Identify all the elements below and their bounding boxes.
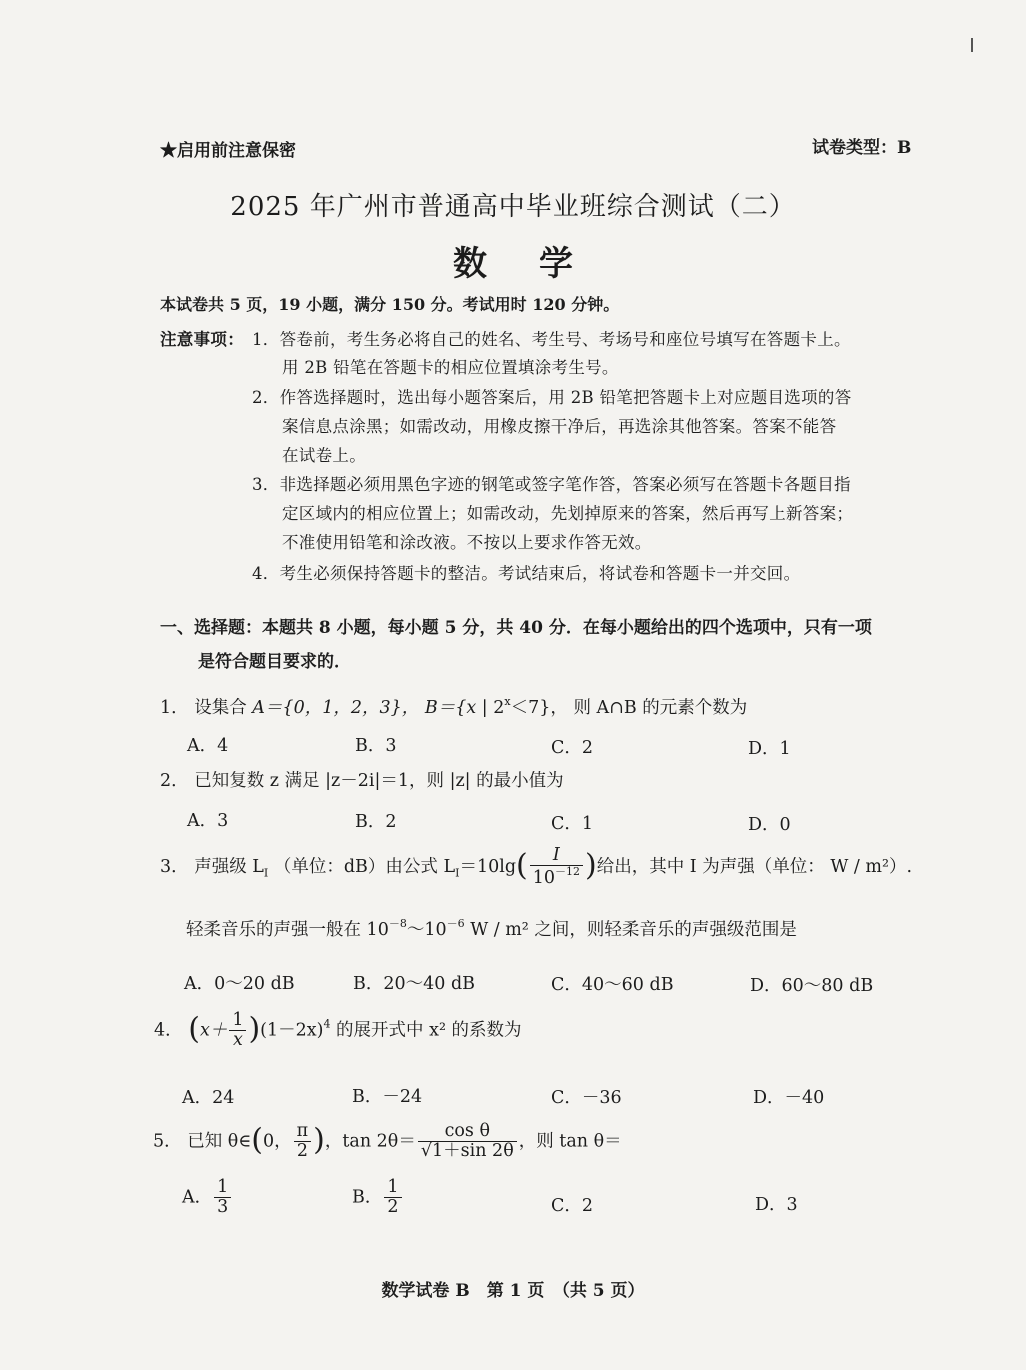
exam-intro: 本试卷共 5 页，19 小题，满分 150 分。考试用时 120 分钟。 [160,295,620,314]
question-3-line-2 [186,915,797,941]
q1-number: 1． [160,698,189,718]
q4-text: 的展开式中 x² 的系数为 [330,1020,522,1041]
note-3-line-3: 不准使用铅笔和涂改液。不按以上要求作答无效。 [282,533,652,552]
q3-line2-b: ～10 [406,920,447,940]
q4-frac-den: x [232,1030,243,1051]
q5-option-d: D．3 [755,1195,798,1215]
q4-number: 4． [154,1020,183,1041]
q1-option-d: D．1 [748,739,791,759]
q3-number: 3． [160,856,189,877]
q3-option-d: D．60～80 dB [750,976,874,996]
q5-option-a-den: 3 [217,1197,229,1218]
q5-text-c: ，则 tan θ＝ [518,1131,622,1152]
q5-paren-close: ) [313,1122,325,1158]
q5-text-a: 已知 θ∈ [187,1131,252,1152]
note-3-line-1: 3．非选择题必须用黑色字迹的钢笔或签字笔作答，答案必须写在答题卡各题目指 [252,475,851,494]
q2-option-b: B．2 [355,812,397,832]
q1-set-b-exp: x [504,695,511,708]
q1-text-a: 设集合 [194,698,247,718]
q1-option-c: C．2 [551,738,594,758]
note-4-line-1: 4．考生必须保持答题卡的整洁。考试结束后，将试卷和答题卡一并交回。 [252,564,801,583]
note-3-line-2: 定区域内的相应位置上；如需改动，先划掉原来的答案，然后再写上新答案； [282,504,854,523]
q3-paren-open: ( [516,847,528,883]
q3-sub-i: I [263,866,269,880]
q3-frac-den-base: 10 [532,868,556,889]
q2-text: 已知复数 z 满足 |z－2i|＝1，则 |z| 的最小值为 [194,771,564,791]
q5-paren-open: ( [251,1122,263,1158]
q3-frac-den-exp: －12 [555,865,581,879]
q4-expr-a: x＋ [199,1020,228,1041]
q3-text-a: 声强级 L [194,856,264,877]
subject-title: 数学 [453,244,625,284]
q1-set-b-pre: B＝{x [424,698,477,718]
q5-frac-num: cos θ [418,1122,517,1142]
paper-type-label: 试卷类型：B [812,138,912,158]
q5-pi-den: 2 [296,1141,308,1162]
q5-text-b: ，tan 2θ＝ [324,1131,416,1152]
question-2 [160,767,564,792]
q5-number: 5． [153,1131,182,1152]
q5-pi-fraction [294,1122,312,1162]
q4-option-a: A．24 [182,1088,235,1108]
q1-bar: | [476,698,494,718]
q3-option-a: A．0～20 dB [184,974,295,994]
q3-fraction [530,846,583,889]
q3-sub-i-2: I [455,866,460,880]
question-5 [153,1122,622,1162]
question-1 [160,694,747,719]
q4-option-b: B．－24 [352,1087,423,1107]
q5-pi-num: π [294,1122,312,1142]
q4-frac-num: 1 [229,1011,246,1031]
q1-set-b-post: ＜7}， [510,698,568,718]
q5-option-a-label: A． [182,1187,213,1208]
q5-fraction [418,1122,517,1162]
q5-frac-den: √1＋sin 2θ [420,1141,514,1162]
q5-option-b-frac [384,1178,401,1218]
exam-title: 2025 年广州市普通高中毕业班综合测试（二） [230,192,796,222]
q2-option-a: A．3 [187,811,229,831]
scan-mark [971,38,973,52]
q3-line2-exp1: －8 [388,917,407,930]
q5-option-a-num: 1 [214,1178,231,1198]
question-3-line-1 [160,846,912,889]
page-footer: 数学试卷 B 第 1 页 （共 5 页） [381,1281,645,1301]
q5-option-b-num: 1 [384,1178,401,1198]
q3-frac-den [530,866,583,888]
q2-number: 2． [160,771,189,791]
q5-option-b-label: B． [352,1187,383,1208]
q5-option-b [352,1178,404,1218]
q1-set-b-base: 2 [493,698,505,718]
q4-option-c: C．－36 [551,1088,622,1108]
q3-text-c: ＝10lg [459,856,517,877]
q3-line2-c: W / m² 之间，则轻柔音乐的声强级范围是 [464,920,797,940]
confidential-label: ★启用前注意保密 [160,141,296,161]
q3-text-b: （单位：dB）由公式 L [273,856,456,877]
section-1-line-2: 是符合题目要求的． [198,652,351,672]
q5-option-b-den: 2 [387,1197,399,1218]
q4-paren-open: ( [188,1011,200,1047]
q3-paren-close: ) [585,847,597,883]
q5-option-a-frac [214,1178,231,1218]
section-1-line-1: 一、选择题：本题共 8 小题，每小题 5 分，共 40 分．在每小题给出的四个选项中，只有一项 [160,618,872,638]
question-4 [154,1011,522,1051]
q1-text-b: 则 A∩B 的元素个数为 [573,698,748,718]
q2-option-c: C．1 [551,814,594,834]
q4-paren-close: ) [248,1011,261,1047]
q1-set-a: A＝{0，1，2，3}， [252,698,420,718]
note-1-line-1: 1．答卷前，考生务必将自己的姓名、考生号、考场号和座位号填写在答题卡上。 [252,330,851,349]
q1-option-a: A．4 [187,736,229,756]
q4-exp: 4 [323,1017,331,1031]
q4-option-d: D．－40 [753,1088,825,1108]
note-2-line-3: 在试卷上。 [282,446,366,465]
note-1-line-2: 用 2B 铅笔在答题卡的相应位置填涂考生号。 [282,358,619,377]
note-2-line-1: 2．作答选择题时，选出每小题答案后，用 2B 铅笔把答题卡上对应题目选项的答 [252,388,852,407]
q1-option-b: B．3 [355,736,397,756]
note-2-line-2: 案信息点涂黑；如需改动，用橡皮擦干净后，再选涂其他答案。答案不能答 [282,417,837,436]
q3-line2-exp2: －6 [446,917,465,930]
q5-option-a [182,1178,233,1218]
q3-option-b: B．20～40 dB [353,974,476,994]
q3-frac-num: I [530,846,583,866]
q5-interval-a: 0， [263,1131,292,1152]
q3-option-c: C．40～60 dB [551,975,674,995]
q5-option-c: C．2 [551,1196,594,1216]
q3-line2-a: 轻柔音乐的声强一般在 10 [186,920,389,940]
notes-label: 注意事项： [160,330,244,349]
q4-expr-b: (1－2x) [260,1020,324,1041]
q2-option-d: D．0 [748,815,791,835]
q3-text-d: 给出，其中 I 为声强（单位： W / m²）. [596,856,913,877]
q4-fraction [229,1011,246,1051]
